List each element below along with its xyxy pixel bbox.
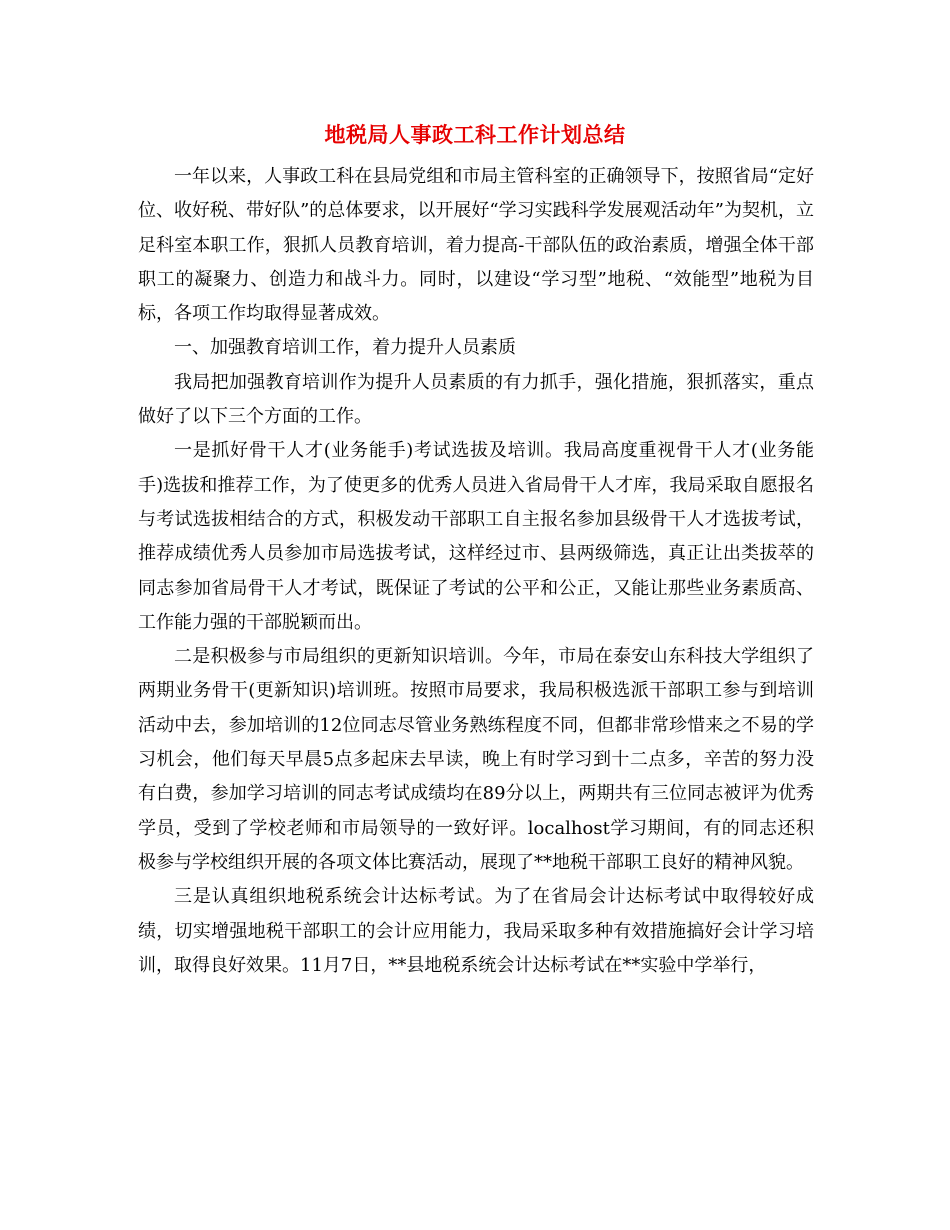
- document-body: [138, 160, 814, 983]
- paragraph-overview: 我局把加强教育培训作为提升人员素质的有力抓手，强化措施，狠抓落实，重点做好了以下三个方面的工作。: [138, 371, 814, 428]
- paragraph-item-2: 二是积极参与市局组织的更新知识培训。今年，市局在泰安山东科技大学组织了两期业务骨干(更新知识)培训班。按照市局要求，我局积极选派干部职工参与到培训活动中去，参加培训的12位同志尽管业务熟练程度不同，但都非常珍惜来之不易的学习机会，他们每天早晨5点多起床去早读，晚上有时学习到十二点多，辛苦的努力没有白费，参加学习培训的同志考试成绩均在89分以上，两期共有三位同志被评为优秀学员，受到了学校老师和市局领导的一致好评。localhost学习期间，有的同志还积极参与学校组织开展的各项文体比赛活动，展现了**地税干部职工良好的精神风貌。: [138, 646, 814, 873]
- document-title: 地税局人事政工科工作计划总结: [324, 122, 626, 147]
- paragraph-intro: 一年以来，人事政工科在县局党组和市局主管科室的正确领导下，按照省局“定好位、收好税、带好队”的总体要求，以开展好“学习实践科学发展观活动年”为契机，立足科室本职工作，狠抓人员教育培训，着力提高-干部队伍的政治素质，增强全体干部职工的凝聚力、创造力和战斗力。同时，以建设“学习型”地税、“效能型”地税为目标，各项工作均取得显著成效。: [138, 166, 814, 325]
- paragraph-item-3: 三是认真组织地税系统会计达标考试。为了在省局会计达标考试中取得较好成绩，切实增强地税干部职工的会计应用能力，我局采取多种有效措施搞好会计学习培训，取得良好效果。11月7日，**县地税系统会计达标考试在**实验中学举行，: [138, 886, 814, 976]
- paragraph-item-1: 一是抓好骨干人才(业务能手)考试选拔及培训。我局高度重视骨干人才(业务能手)选拔和推荐工作，为了使更多的优秀人员进入省局骨干人才库，我局采取自愿报名与考试选拔相结合的方式，积极发动干部职工自主报名参加县级骨干人才选拔考试，推荐成绩优秀人员参加市局选拔考试，这样经过市、县两级筛选，真正让出类拔萃的同志参加省局骨干人才考试，既保证了考试的公平和公正，又能让那些业务素质高、工作能力强的干部脱颖而出。: [138, 440, 814, 633]
- section-heading-1: 一、加强教育培训工作，着力提升人员素质: [174, 337, 516, 359]
